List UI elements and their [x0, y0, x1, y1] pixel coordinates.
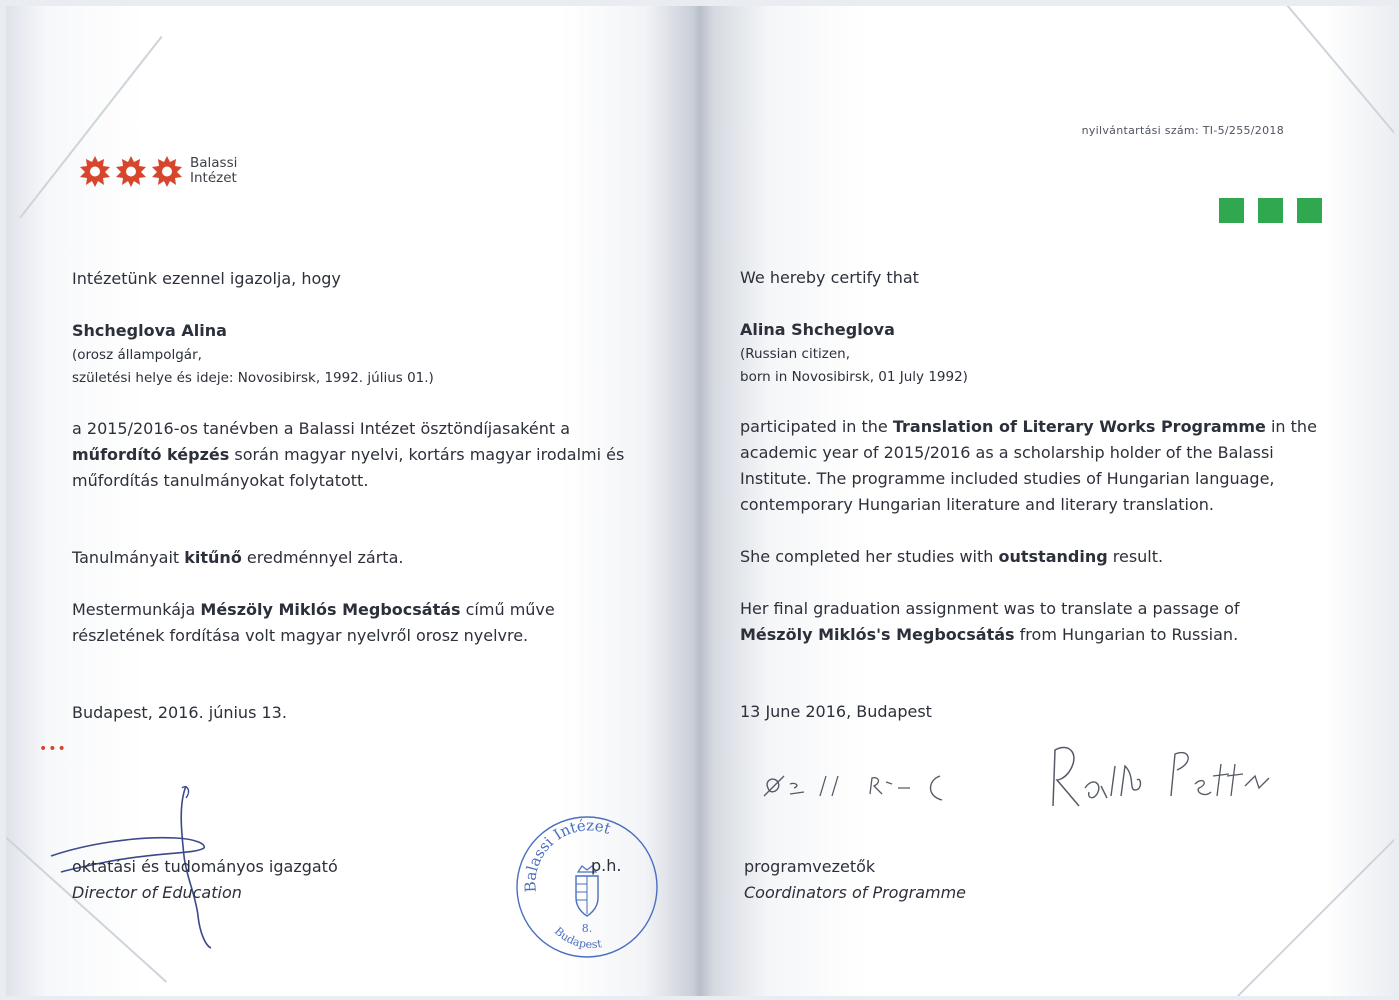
logo-line-2: Intézet — [190, 170, 237, 186]
registration-number: nyilvántartási szám: TI-5/255/2018 — [1081, 124, 1284, 137]
stamp-place-label: p.h. — [591, 856, 622, 875]
decorative-dots: ••• — [39, 741, 67, 757]
intro-hu: Intézetünk ezennel igazolja, hogy — [72, 269, 341, 288]
svg-text:Balassi Intézet — [521, 816, 613, 892]
recipient-name-hu — [72, 318, 227, 344]
stamp-top-text: Balassi Intézet — [521, 816, 613, 893]
para1-line1-en — [740, 414, 1317, 440]
stamp-bottom-text: Budapest — [551, 924, 603, 952]
para2-end-en: result. — [1107, 547, 1164, 566]
left-page-hungarian — [6, 6, 696, 996]
name-hu: Shcheglova Alina — [72, 321, 227, 340]
para3-line1-hu — [72, 597, 555, 623]
grade-en: outstanding — [998, 547, 1108, 566]
green-square — [1297, 198, 1322, 223]
para1-line4-en: contemporary Hungarian literature and literary translation. — [740, 495, 1215, 514]
para3-line1-en: Her final graduation assignment was to translate a passage of — [740, 599, 1240, 618]
green-square — [1258, 198, 1283, 223]
para2-start-en: She completed her studies with — [740, 547, 999, 566]
birth-en: born in Novosibirsk, 01 July 1992) — [740, 369, 968, 385]
name-en: Alina Shcheglova — [740, 320, 895, 339]
thesis-work-hu: Mészöly Miklós Megbocsátás — [200, 600, 461, 619]
para3-end: című műve — [460, 600, 555, 619]
para3-end-en: from Hungarian to Russian. — [1014, 625, 1239, 644]
coordinator-signature-2 — [1045, 736, 1315, 816]
para3-line2-en — [740, 622, 1238, 648]
logo-marks — [78, 154, 184, 188]
logo-text — [190, 156, 237, 186]
date-en: 13 June 2016, Budapest — [740, 702, 932, 721]
certificate-spread — [6, 6, 1394, 996]
programme-name-en: Translation of Literary Works Programme — [892, 417, 1266, 436]
para1-end-en: in the — [1265, 417, 1317, 436]
svg-text:Budapest — [552, 925, 603, 952]
coordinator-signature-1 — [760, 756, 960, 816]
para2-en — [740, 544, 1163, 570]
director-title-hu: oktatási és tudományos igazgató — [72, 857, 338, 876]
para1-line2-hu — [72, 442, 624, 468]
coordinators-title-hu: programvezetők — [744, 857, 876, 876]
course-name-hu: műfordító képzés — [72, 445, 230, 464]
right-page-english — [700, 6, 1394, 996]
logo-flower-icon — [150, 154, 184, 188]
para1-line2-en: academic year of 2015/2016 as a scholarship holder of the Balassi — [740, 443, 1274, 462]
logo-flower-icon — [114, 154, 148, 188]
para2-end: eredménnyel zárta. — [241, 548, 404, 567]
thesis-work-en: Mészöly Miklós's Megbocsátás — [740, 625, 1015, 644]
para3-line2-hu: részletének fordítása volt magyar nyelvről orosz nyelvre. — [72, 626, 529, 645]
date-hu: Budapest, 2016. június 13. — [72, 703, 287, 722]
director-title-en — [72, 880, 242, 906]
birth-hu: születési helye és ideje: Novosibirsk, 1992. július 01.) — [72, 370, 434, 386]
director-title-en-text: Director of Education — [72, 883, 242, 902]
logo-flower-icon — [78, 154, 112, 188]
citizenship-en: (Russian citizen, — [740, 346, 850, 362]
citizenship-hu: (orosz állampolgár, — [72, 347, 202, 363]
para1-line3-en: Institute. The programme included studies of Hungarian language, — [740, 469, 1275, 488]
para2-hu — [72, 545, 403, 571]
grade-hu: kitűnő — [184, 548, 242, 567]
logo-line-1: Balassi — [190, 155, 238, 171]
intro-en: We hereby certify that — [740, 268, 919, 287]
para2-start: Tanulmányait — [72, 548, 185, 567]
para1-start-en: participated in the — [740, 417, 893, 436]
green-squares — [1219, 198, 1322, 223]
green-square — [1219, 198, 1244, 223]
recipient-name-en — [740, 317, 895, 343]
coordinators-title-en-text: Coordinators of Programme — [744, 883, 967, 902]
para3-start: Mestermunkája — [72, 600, 201, 619]
coordinators-title-en — [744, 880, 966, 906]
balassi-logo — [78, 154, 237, 188]
para1-line1-hu: a 2015/2016-os tanévben a Balassi Intézet ösztöndíjasaként a — [72, 419, 571, 438]
para1-line2-rest: során magyar nyelvi, kortárs magyar irodalmi és — [229, 445, 625, 464]
para1-line3-hu: műfordítás tanulmányokat folytatott. — [72, 471, 369, 490]
institute-stamp — [514, 814, 660, 960]
stamp-number: 8. — [581, 922, 593, 935]
